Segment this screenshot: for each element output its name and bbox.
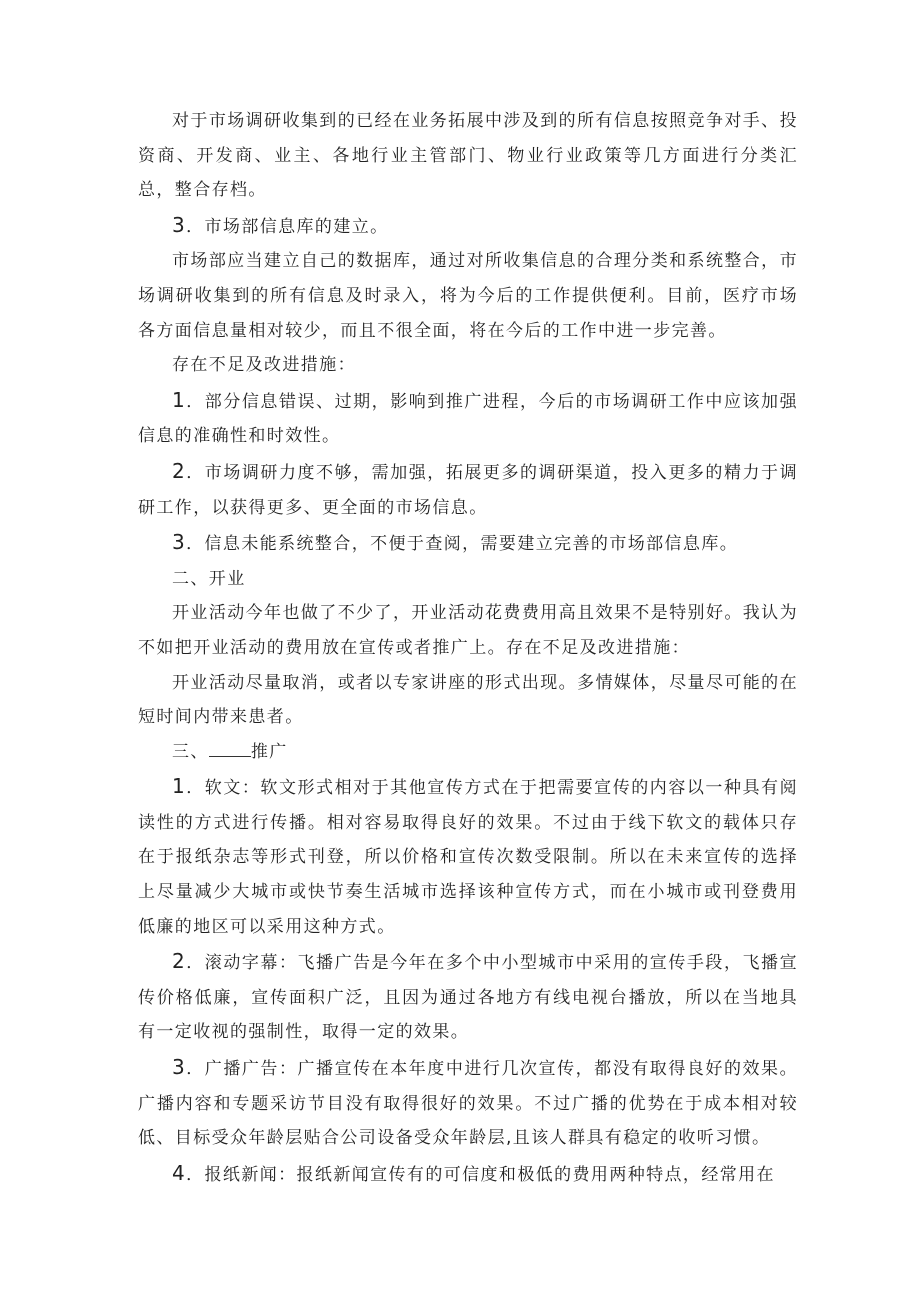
paragraph: 存在不足及改进措施： [172,355,356,376]
paragraph: 对于市场调研收集到的已经在业务拓展中涉及到的所有信息按照竞争对手、投资商、开发商、业主、各地行业主管部门、物业行业政策等几方面进行分类汇总，整合存档。 [138,111,798,201]
list-text: ．广播广告：广播宣传在本年度中进行几次宣传，都没有取得良好的效果。广播内容和专题采访节目没有取得很好的效果。不过广播的优势在于成本相对较低、目标受众年龄层贴合公司设备受众年龄层,且该人群具有稳定的收听习惯。 [138,1059,798,1149]
paragraph: 开业活动今年也做了不少了，开业活动花费费用高且效果不是特别好。我认为不如把开业活动的费用放在宣传或者推广上。存在不足及改进措施： [138,603,798,658]
list-text: ．报纸新闻：报纸新闻宣传有的可信度和极低的费用两种特点，经常用在 [186,1164,775,1185]
list-item [138,383,798,454]
list-item [138,944,798,1050]
heading-suffix: 推广 [250,741,288,762]
list-item [138,454,798,525]
list-text: ．市场部信息库的建立。 [186,216,389,237]
list-number: 2 [172,949,187,974]
list-text: ．市场调研力度不够，需加强，拓展更多的调研渠道，投入更多的精力于调研工作，以获得更多、更全面的市场信息。 [138,462,798,518]
list-text: ．软文：软文形式相对于其他宣传方式在于把需要宣传的内容以一种具有阅读性的方式进行传播。相对容易取得良好的效果。不过由于线下软文的载体只存在于报纸杂志等形式刊登，所以价格和宣传次数受限制。所以在未来宣传的选择上尽量减少大城市或快节奏生活城市选择该种宣传方式，而在小城市或刊登费用低廉的地区可以采用这种方式。 [138,778,798,937]
list-text: ．部分信息错误、过期，影响到推广进程，今后的市场调研工作中应该加强信息的准确性和时效性。 [138,391,798,447]
list-item [138,208,798,245]
document-page [138,104,798,1192]
section-heading: 二、开业 [172,568,246,589]
list-item [138,1156,798,1193]
list-text: ．滚动字幕：飞播广告是今年在多个中小型城市中采用的宣传手段，飞播宣传价格低廉，宣传面积广泛，且因为通过各地方有线电视台播放，所以在当地具有一定收视的强制性，取得一定的效果。 [138,953,798,1043]
list-number: 3 [172,1055,187,1080]
list-number: 3 [172,530,187,555]
list-number: 4 [172,1160,187,1185]
heading-prefix: 三、 [172,741,209,762]
list-number: 3 [172,212,187,237]
list-number: 1 [172,774,187,799]
blank-underline [209,742,251,757]
paragraph: 市场部应当建立自己的数据库，通过对所收集信息的合理分类和系统整合，市场调研收集到的所有信息及时录入，将为今后的工作提供便利。目前，医疗市场各方面信息量相对较少，而且不很全面，将在今后的工作中进一步完善。 [138,251,798,341]
list-item [138,525,798,562]
paragraph: 开业活动尽量取消，或者以专家讲座的形式出现。多情媒体，尽量尽可能的在短时间内带来患者。 [138,672,798,728]
section-heading [138,735,798,770]
list-item [138,1050,798,1156]
list-text: ．信息未能系统整合，不便于查阅，需要建立完善的市场部信息库。 [186,534,739,555]
list-item [138,769,798,944]
list-number: 2 [172,458,187,483]
list-number: 1 [172,387,187,412]
